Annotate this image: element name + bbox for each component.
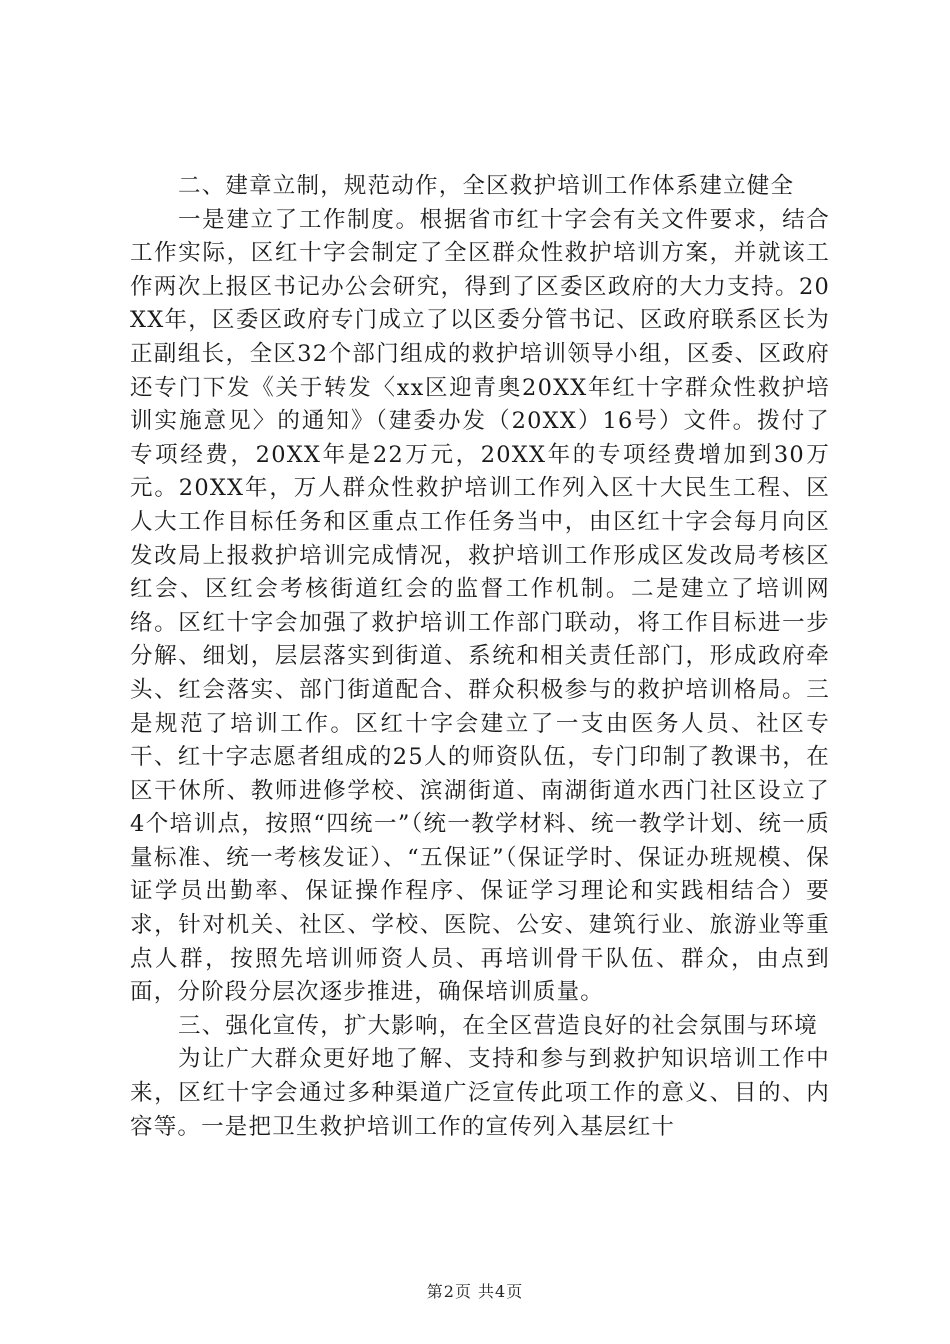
page-number-footer: 第2页 共4页 [426,1282,524,1301]
section-heading-2: 二、建章立制，规范动作，全区救护培训工作体系建立健全 [178,173,795,199]
body-paragraph: 为让广大群众更好地了解、支持和参与到救护知识培训工作中来，区红十字会通过多种渠道广泛宣传此项工作的意义、目的、内容等。一是把卫生救护培训工作的宣传列入基层红十 [130,1046,830,1140]
document-body [130,170,830,1144]
section-heading-3: 三、强化宣传，扩大影响，在全区营造良好的社会氛围与环境 [178,1012,818,1039]
body-paragraph: 一是建立了工作制度。根据省市红十字会有关文件要求，结合工作实际，区红十字会制定了全区群众性救护培训方案，并就该工作两次上报区书记办公会研究，得到了区委区政府的大力支持。20XX年，区委区政府专门成立了以区委分管书记、区政府联系区长为正副组长，全区32个部门组成的救护培训领导小组，区委、区政府还专门下发《关于转发〈xx区迎青奥20XX年红十字群众性救护培训实施意见〉的通知》（建委办发（20XX）16号）文件。拨付了专项经费，20XX年是22万元，20XX年的专项经费增加到30万元。20XX年，万人群众性救护培训工作列入区十大民生工程、区人大工作目标任务和区重点工作任务当中，由区红十字会每月向区发改局上报救护培训完成情况，救护培训工作形成区发改局考核区红会、区红会考核街道红会的监督工作机制。二是建立了培训网络。区红十字会加强了救护培训工作部门联动，将工作目标进一步分解、细划，层层落实到街道、系统和相关责任部门，形成政府牵头、红会落实、部门街道配合、群众积极参与的救护培训格局。三是规范了培训工作。区红十字会建立了一支由医务人员、社区专干、红十字志愿者组成的25人的师资队伍，专门印制了教课书，在区干休所、教师进修学校、滨湖街道、南湖街道水西门社区设立了4个培训点，按照“四统一”（统一教学材料、统一教学计划、统一质量标准、统一考核发证）、“五保证”（保证学时、保证办班规模、保证学员出勤率、保证操作程序、保证学习理论和实践相结合）要求，针对机关、社区、学校、医院、公安、建筑行业、旅游业等重点人群，按照先培训师资人员、再培训骨干队伍、群众，由点到面，分阶段分层次逐步推进，确保培训质量。 [130,206,830,1006]
